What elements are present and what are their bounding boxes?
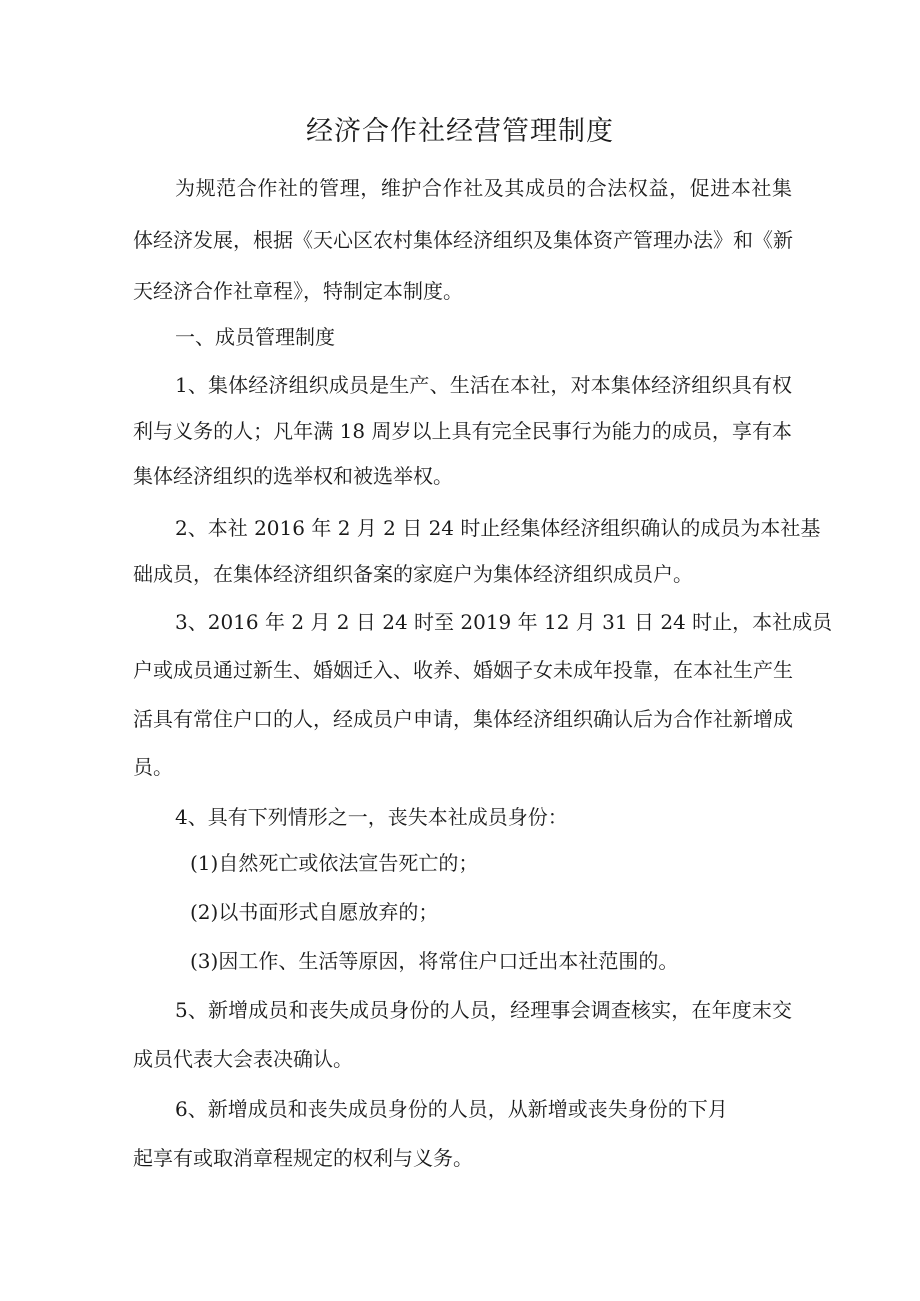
item-2-line-1: 2、本社 2016 年 2 月 2 日 24 时止经集体经济组织确认的成员为本社基: [175, 516, 821, 540]
item-3-line-4: 员。: [133, 755, 173, 779]
item-6-line-2: 起享有或取消章程规定的权利与义务。: [133, 1146, 473, 1170]
preamble-line-3: 天经济合作社章程》，特制定本制度。: [133, 279, 463, 303]
item-4-line-1: 4、具有下列情形之一，丧失本社成员身份：: [175, 805, 568, 829]
item-5-line-2: 成员代表大会表决确认。: [133, 1047, 353, 1071]
item-4-sub-1: (1)自然死亡或依法宣告死亡的；: [190, 851, 479, 875]
item-4-sub-3: (3)因工作、生活等原因，将常住户口迁出本社范围的。: [190, 949, 679, 973]
item-3-line-2: 户或成员通过新生、婚姻迁入、收养、婚姻子女未成年投靠，在本社生产生: [133, 658, 793, 682]
preamble-line-2: 体经济发展，根据《天心区农村集体经济组织及集体资产管理办法》和《新: [133, 228, 793, 252]
item-1-line-3: 集体经济组织的选举权和被选举权。: [133, 464, 453, 488]
item-6-line-1: 6、新增成员和丧失成员身份的人员，从新增或丧失身份的下月: [175, 1097, 728, 1121]
item-5-line-1: 5、新增成员和丧失成员身份的人员，经理事会调查核实，在年度末交: [175, 998, 792, 1022]
preamble-line-1: 为规范合作社的管理，维护合作社及其成员的合法权益，促进本社集: [175, 176, 792, 200]
document-title: 经济合作社经营管理制度: [306, 116, 614, 147]
item-2-line-2: 础成员，在集体经济组织备案的家庭户为集体经济组织成员户。: [133, 562, 693, 586]
section-heading: 一、成员管理制度: [175, 325, 335, 349]
item-4-sub-2: (2)以书面形式自愿放弃的；: [190, 900, 439, 924]
item-3-line-3: 活具有常住户口的人，经成员户申请，集体经济组织确认后为合作社新增成: [133, 707, 793, 731]
item-1-line-2: 利与义务的人；凡年满 18 周岁以上具有完全民事行为能力的成员，享有本: [133, 419, 792, 443]
item-3-line-1: 3、2016 年 2 月 2 日 24 时至 2019 年 12 月 31 日 24 时止，本社成员: [175, 610, 833, 634]
item-1-line-1: 1、集体经济组织成员是生产、生活在本社，对本集体经济组织具有权: [175, 373, 792, 397]
